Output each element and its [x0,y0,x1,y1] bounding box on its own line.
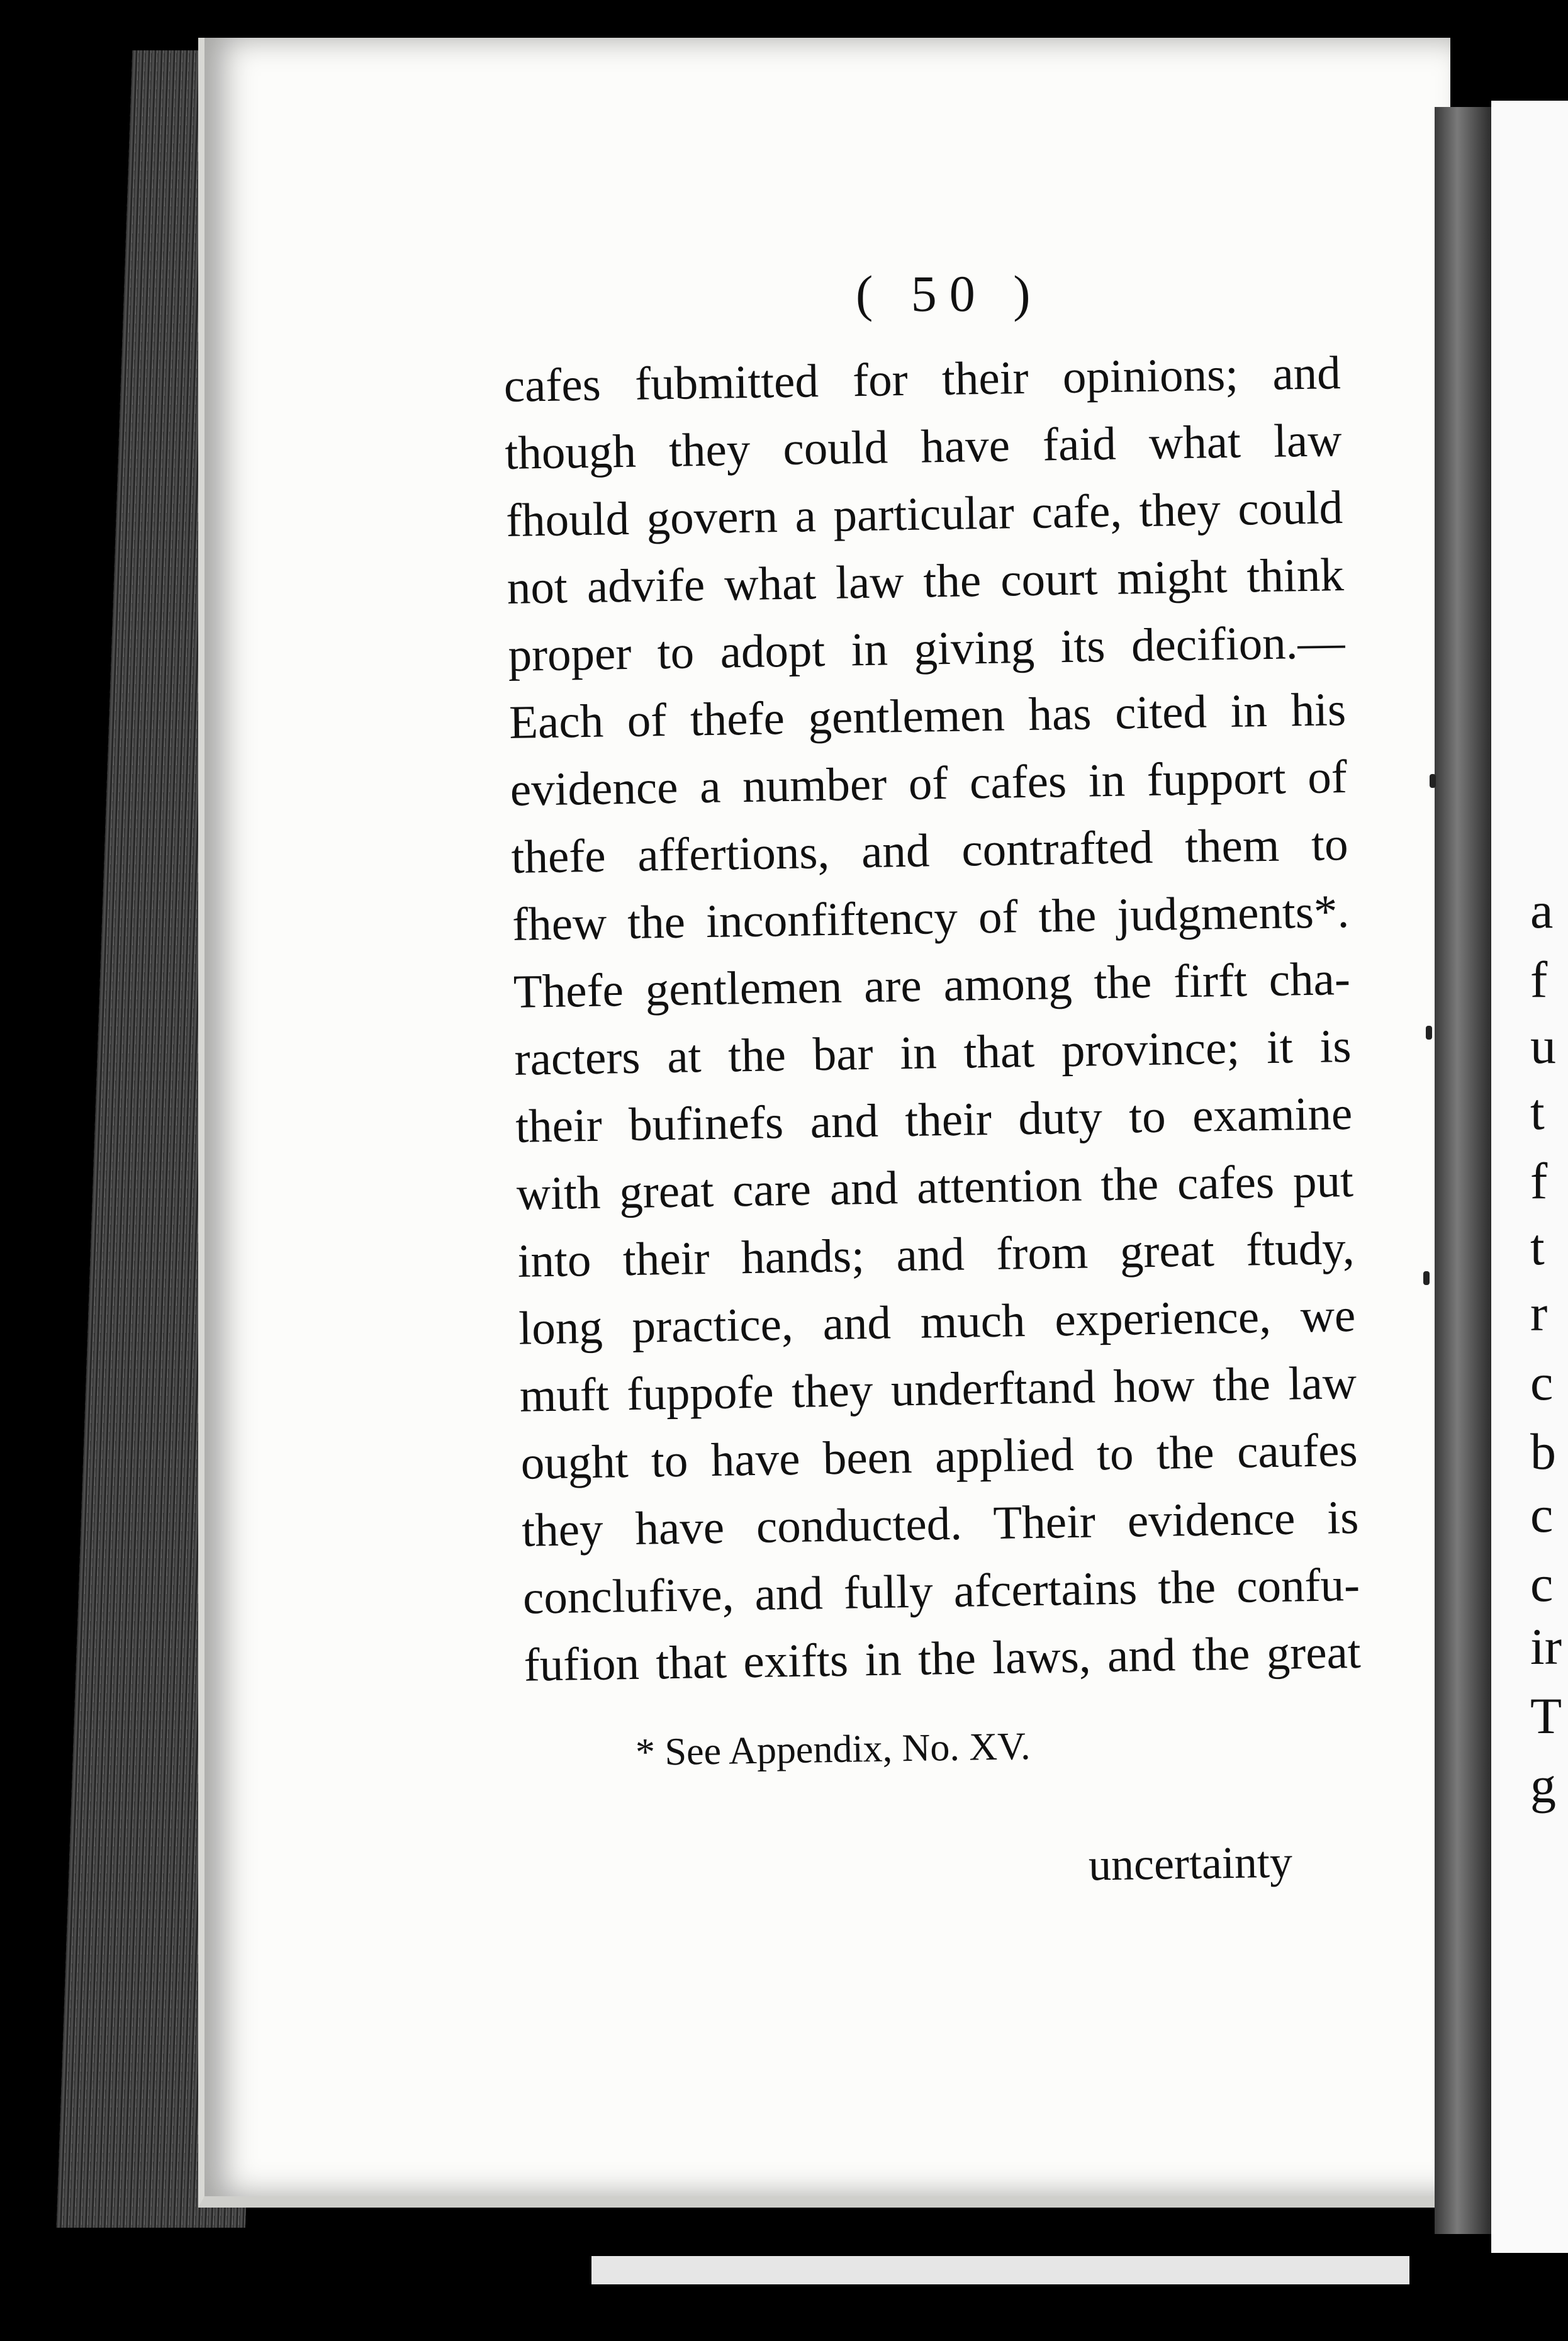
text-line: cafes fubmitted for their opinions; and [503,347,1341,412]
footnote: * See Appendix, No. XV. [635,1725,1031,1774]
text-line: racters at the bar in that province; it is [513,1019,1352,1086]
facing-page-letter: a [1530,882,1554,939]
facing-page-letter: t [1530,1218,1545,1276]
page-bottom-strip [591,2256,1409,2284]
text-line: with great care and attention the cafes put [516,1154,1354,1220]
facing-page-letter: f [1530,951,1548,1008]
text-line: into their hands; and from great ftudy, [517,1221,1355,1288]
text-line: fhew the inconfiftency of the judgments*. [512,885,1350,951]
binding-hole [1423,1271,1430,1285]
binding-hole [1430,774,1436,788]
facing-page-letter: ir [1530,1618,1562,1675]
facing-page-letter: g [1530,1756,1556,1814]
text-line: proper to adopt in giving its decifion.— [507,616,1346,682]
facing-page-letter: c [1530,1555,1554,1612]
facing-page-letter: u [1530,1017,1556,1074]
page-number: ( 50 ) [856,265,1043,322]
text-line: they have conducted. Their evidence is [521,1491,1359,1557]
body-text [503,339,1361,1699]
text-line: thefe affertions, and contrafted them to [510,818,1349,884]
facing-page-letter: c [1530,1354,1554,1411]
facing-page-letter: b [1530,1423,1556,1480]
text-line: their bufinefs and their duty to examine [515,1087,1353,1153]
text-line: fhould govern a particular cafe, they could [505,481,1343,547]
text-line: not advife what law the court might think [507,549,1345,614]
text-line: muft fuppofe they underftand how the law [519,1356,1357,1422]
facing-page-letter: t [1530,1083,1545,1140]
text-line: Thefe gentlemen are among the firft cha- [513,952,1351,1018]
facing-page [1491,101,1568,2253]
facing-page-letter: r [1530,1284,1548,1342]
text-line: conclufive, and fully afcertains the confu- [522,1558,1360,1624]
facing-page-letter: T [1530,1687,1562,1744]
book-gutter [1435,107,1491,2234]
text-line: ought to have been applied to the caufes [520,1423,1358,1490]
text-line: fufion that exifts in the laws, and the great [524,1625,1362,1692]
text-line: long practice, and much experience, we [518,1289,1356,1355]
text-line: Each of thefe gentlemen has cited in his [508,683,1347,749]
text-line: though they could have faid what law [504,414,1343,480]
facing-page-letter: c [1530,1486,1554,1543]
catchword: uncertainty [1088,1836,1293,1890]
binding-hole [1426,1026,1432,1040]
facing-page-letter: f [1530,1152,1548,1210]
text-line: evidence a number of cafes in fupport of [510,751,1348,816]
